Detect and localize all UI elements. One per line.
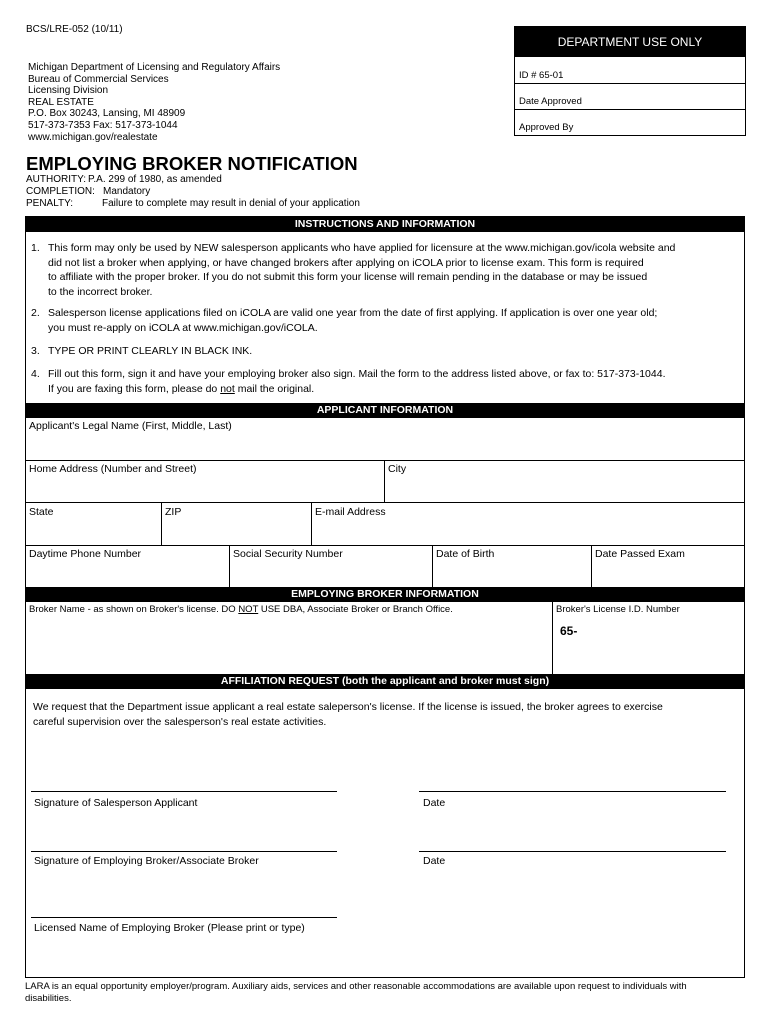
penalty-label: PENALTY: — [26, 198, 74, 209]
id-label: ID # 65-01 — [519, 70, 564, 81]
zip-label: ZIP — [165, 506, 182, 518]
phone-field[interactable] — [26, 546, 228, 587]
completion-label: COMPLETION: — [26, 186, 95, 197]
footer-notice — [25, 981, 745, 1004]
email-label: E-mail Address — [315, 506, 386, 518]
affiliation-line: We request that the Department issue applicant a real estate saleperson's license. If the license is issued, the broker agrees to exercise — [33, 701, 663, 713]
instruction-line: Fill out this form, sign it and have your employing broker also sign. Mail the form to the address listed above, or fax to: 517-373-1044. — [48, 368, 666, 380]
instruction-line: to affiliate with the proper broker. If you do not submit this form your license will remain pending in the database or may be issued — [48, 271, 648, 283]
completion-value: Mandatory — [103, 186, 151, 197]
instruction-line: Salesperson license applications filed on iCOLA are valid one year from the date of first applying. If application is over one year old; — [48, 307, 658, 319]
instruction-line: This form may only be used by NEW salesperson applicants who have applied for licensure at the www.michigan.gov/icola website and — [48, 242, 676, 254]
form-code: BCS/LRE-052 (10/11) — [26, 24, 123, 35]
licensed-name-line[interactable] — [31, 917, 337, 918]
date1-line[interactable] — [419, 791, 726, 792]
broker-signature-label: Signature of Employing Broker/Associate Broker — [34, 855, 259, 867]
instruction-text: If you are faxing this form, please do — [48, 382, 221, 395]
instruction-number: 2. — [31, 307, 40, 319]
phone-label: Daytime Phone Number — [29, 548, 142, 560]
authority-label: AUTHORITY: — [26, 174, 87, 185]
footer-line: disabilities. — [25, 992, 72, 1004]
agency-address — [28, 62, 280, 143]
approved-by-field[interactable] — [515, 109, 745, 135]
date2-label: Date — [423, 855, 446, 867]
dob-field[interactable] — [433, 546, 590, 587]
state-field[interactable] — [26, 503, 160, 545]
instruction-number: 3. — [31, 345, 40, 357]
instruction-emphasis: not — [220, 382, 235, 395]
department-use-box — [514, 26, 746, 136]
email-field[interactable] — [312, 503, 744, 545]
instruction-line: to the incorrect broker. — [48, 285, 153, 298]
agency-website: www.michigan.gov/realestate — [28, 131, 158, 143]
broker-name-text: Broker Name - as shown on Broker's license. DO — [29, 604, 239, 615]
instruction-item — [31, 241, 731, 301]
page-title: EMPLOYING BROKER NOTIFICATION — [26, 153, 358, 174]
instruction-line: you must re-apply on iCOLA at www.michigan.gov/iCOLA. — [48, 321, 318, 334]
date2-line[interactable] — [419, 851, 726, 852]
date1-label: Date — [423, 797, 446, 809]
penalty-value: Failure to complete may result in denial of your application — [102, 198, 360, 209]
ssn-label: Social Security Number — [233, 548, 343, 560]
broker-signature-line[interactable] — [31, 851, 337, 852]
instructions-heading: INSTRUCTIONS AND INFORMATION — [25, 217, 745, 232]
legal-name-field[interactable] — [26, 419, 744, 460]
instruction-item — [31, 306, 731, 336]
agency-line: Michigan Department of Licensing and Regulatory Affairs — [28, 62, 281, 73]
footer-line: LARA is an equal opportunity employer/program. Auxiliary aids, services and other reasonable accommodations are available upon request to individuals with — [25, 981, 687, 992]
salesperson-signature-line[interactable] — [31, 791, 337, 792]
instruction-number: 1. — [31, 242, 40, 254]
agency-line: Bureau of Commercial Services — [28, 73, 169, 85]
agency-line: Licensing Division — [28, 85, 109, 97]
licensed-name-label: Licensed Name of Employing Broker (Please print or type) — [34, 922, 305, 934]
agency-line: 517-373-7353 Fax: 517-373-1044 — [28, 119, 178, 131]
city-label: City — [388, 463, 407, 475]
salesperson-signature-label: Signature of Salesperson Applicant — [34, 797, 198, 809]
broker-name-emphasis: NOT — [238, 604, 259, 615]
legal-name-label: Applicant's Legal Name (First, Middle, Last) — [29, 420, 232, 432]
dob-label: Date of Birth — [436, 548, 495, 560]
home-address-label: Home Address (Number and Street) — [29, 463, 197, 475]
date-passed-label: Date Passed Exam — [595, 548, 685, 560]
date-approved-label: Date Approved — [519, 96, 582, 107]
instruction-item — [31, 367, 731, 397]
ssn-field[interactable] — [230, 546, 431, 587]
id-field[interactable] — [515, 57, 745, 83]
instruction-number: 4. — [31, 368, 40, 380]
applicant-heading: APPLICANT INFORMATION — [25, 403, 745, 418]
approved-by-label: Approved By — [519, 122, 574, 133]
broker-name-text: USE DBA, Associate Broker or Branch Office. — [258, 604, 453, 615]
department-use-title: DEPARTMENT USE ONLY — [515, 27, 745, 57]
instruction-item — [31, 344, 731, 359]
zip-field[interactable] — [162, 503, 310, 545]
city-field[interactable] — [385, 461, 744, 502]
agency-line: REAL ESTATE — [28, 96, 94, 108]
instruction-line: TYPE OR PRINT CLEARLY IN BLACK INK. — [48, 345, 253, 357]
date-approved-field[interactable] — [515, 83, 745, 109]
affiliation-text — [33, 700, 733, 730]
instruction-line — [48, 382, 738, 397]
broker-heading: EMPLOYING BROKER INFORMATION — [25, 587, 745, 602]
agency-line: P.O. Box 30243, Lansing, MI 48909 — [28, 108, 186, 120]
broker-license-field[interactable] — [553, 603, 744, 674]
affiliation-line: careful supervision over the salesperson's real estate activities. — [33, 716, 327, 728]
authority-value: P.A. 299 of 1980, as amended — [88, 174, 222, 185]
home-address-field[interactable] — [26, 461, 383, 502]
instruction-text: mail the original. — [234, 382, 315, 395]
state-label: State — [29, 506, 54, 518]
instruction-line: did not list a broker when applying, or have changed brokers after applying on iCOLA prior to license exam. This form is required — [48, 256, 644, 269]
broker-license-prefix: 65- — [560, 624, 578, 638]
date-passed-field[interactable] — [592, 546, 744, 587]
broker-license-label: Broker's License I.D. Number — [556, 604, 680, 615]
affiliation-heading: AFFILIATION REQUEST (both the applicant and broker must sign) — [25, 674, 745, 689]
broker-name-field[interactable] — [26, 603, 551, 674]
